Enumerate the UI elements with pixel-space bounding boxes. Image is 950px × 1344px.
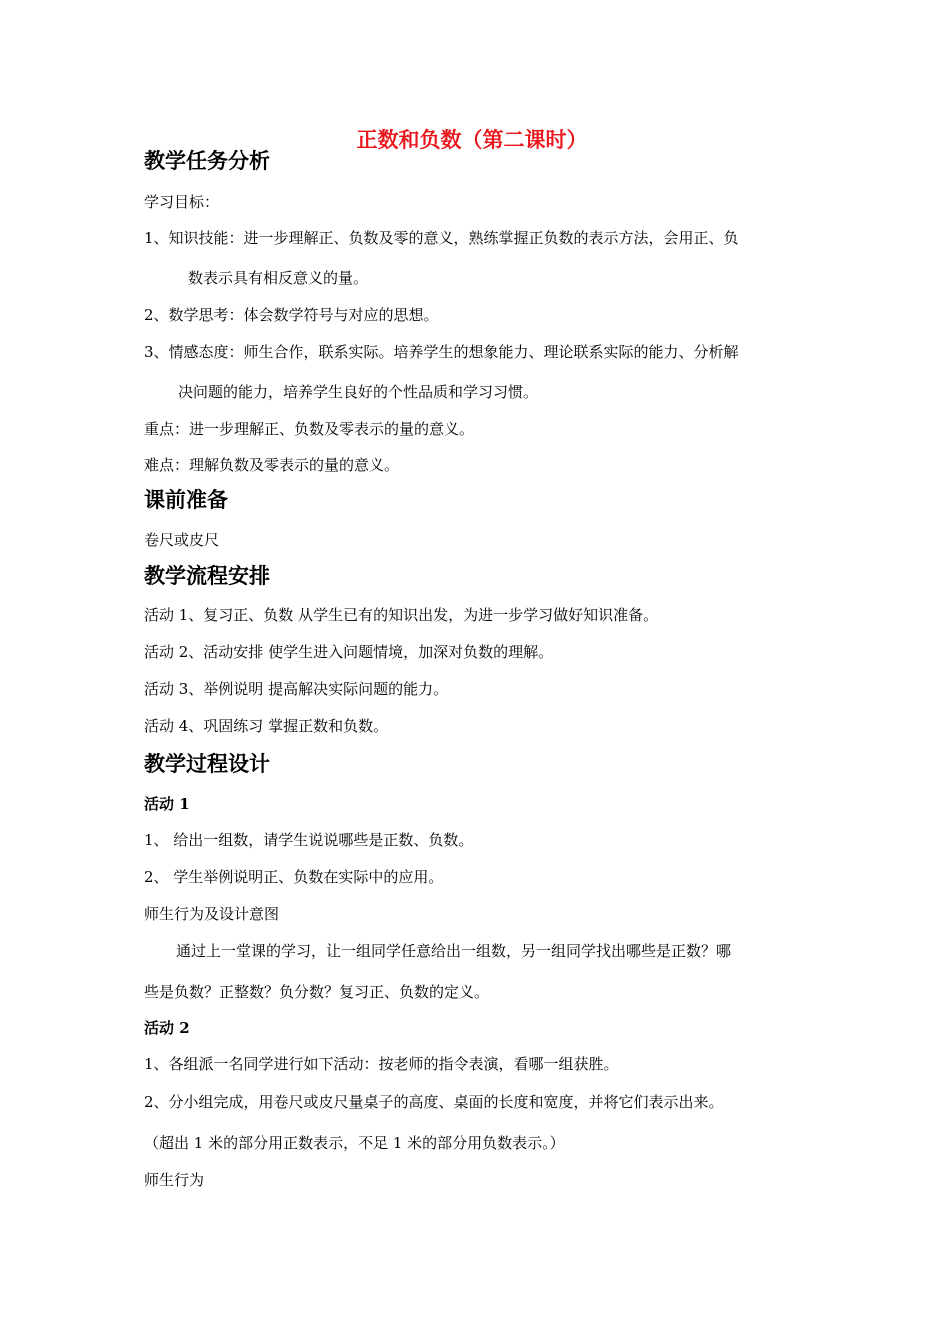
activity-1-item-2: 2、 学生举例说明正、负数在实际中的应用。 xyxy=(144,868,444,886)
goal-item-3-line-2: 决问题的能力，培养学生良好的个性品质和学习习惯。 xyxy=(178,383,539,401)
preparation-text: 卷尺或皮尺 xyxy=(144,531,220,549)
activity-1-behavior-label: 师生行为及设计意图 xyxy=(144,905,280,923)
goal-item-1-line-1: 1、知识技能：进一步理解正、负数及零的意义，熟练掌握正负数的表示方法，会用正、负 xyxy=(144,229,739,247)
activity-2-label: 活动 2 xyxy=(144,1019,190,1037)
flow-item: 活动 3、举例说明 提高解决实际问题的能力。 xyxy=(144,680,449,698)
heading-teaching-flow: 教学流程安排 xyxy=(144,564,270,588)
heading-preparation: 课前准备 xyxy=(144,488,228,512)
document-title: 正数和负数（第二课时） xyxy=(356,128,588,152)
goal-item-1-line-2: 数表示具有相反意义的量。 xyxy=(188,269,369,287)
goal-item-2: 2、数学思考：体会数学符号与对应的思想。 xyxy=(144,306,439,324)
activity-1-paragraph-line-1: 通过上一堂课的学习，让一组同学任意给出一组数，另一组同学找出哪些是正数？哪 xyxy=(176,942,732,960)
heading-process-design: 教学过程设计 xyxy=(144,752,270,776)
activity-1-paragraph-line-2: 些是负数？正整数？负分数？复习正、负数的定义。 xyxy=(144,983,490,1001)
activity-2-behavior-label: 师生行为 xyxy=(144,1171,205,1189)
goal-item-3-line-1: 3、情感态度：师生合作，联系实际。培养学生的想象能力、理论联系实际的能力、分析解 xyxy=(144,343,739,361)
key-point: 重点：进一步理解正、负数及零表示的量的意义。 xyxy=(144,420,475,438)
flow-item: 活动 1、复习正、负数 从学生已有的知识出发，为进一步学习做好知识准备。 xyxy=(144,606,659,624)
activity-1-label: 活动 1 xyxy=(144,795,190,813)
difficulty-point: 难点：理解负数及零表示的量的意义。 xyxy=(144,456,400,474)
activity-2-note: （超出 1 米的部分用正数表示，不足 1 米的部分用负数表示。） xyxy=(144,1134,565,1152)
flow-item: 活动 4、巩固练习 掌握正数和负数。 xyxy=(144,717,389,735)
activity-2-item-2: 2、分小组完成，用卷尺或皮尺量桌子的高度、桌面的长度和宽度，并将它们表示出来。 xyxy=(144,1093,724,1111)
activity-2-item-1: 1、各组派一名同学进行如下活动：按老师的指令表演，看哪一组获胜。 xyxy=(144,1055,619,1073)
heading-task-analysis: 教学任务分析 xyxy=(144,149,270,173)
learning-goal-label: 学习目标： xyxy=(144,193,220,211)
activity-1-item-1: 1、 给出一组数，请学生说说哪些是正数、负数。 xyxy=(144,831,474,849)
flow-item: 活动 2、活动安排 使学生进入问题情境，加深对负数的理解。 xyxy=(144,643,554,661)
